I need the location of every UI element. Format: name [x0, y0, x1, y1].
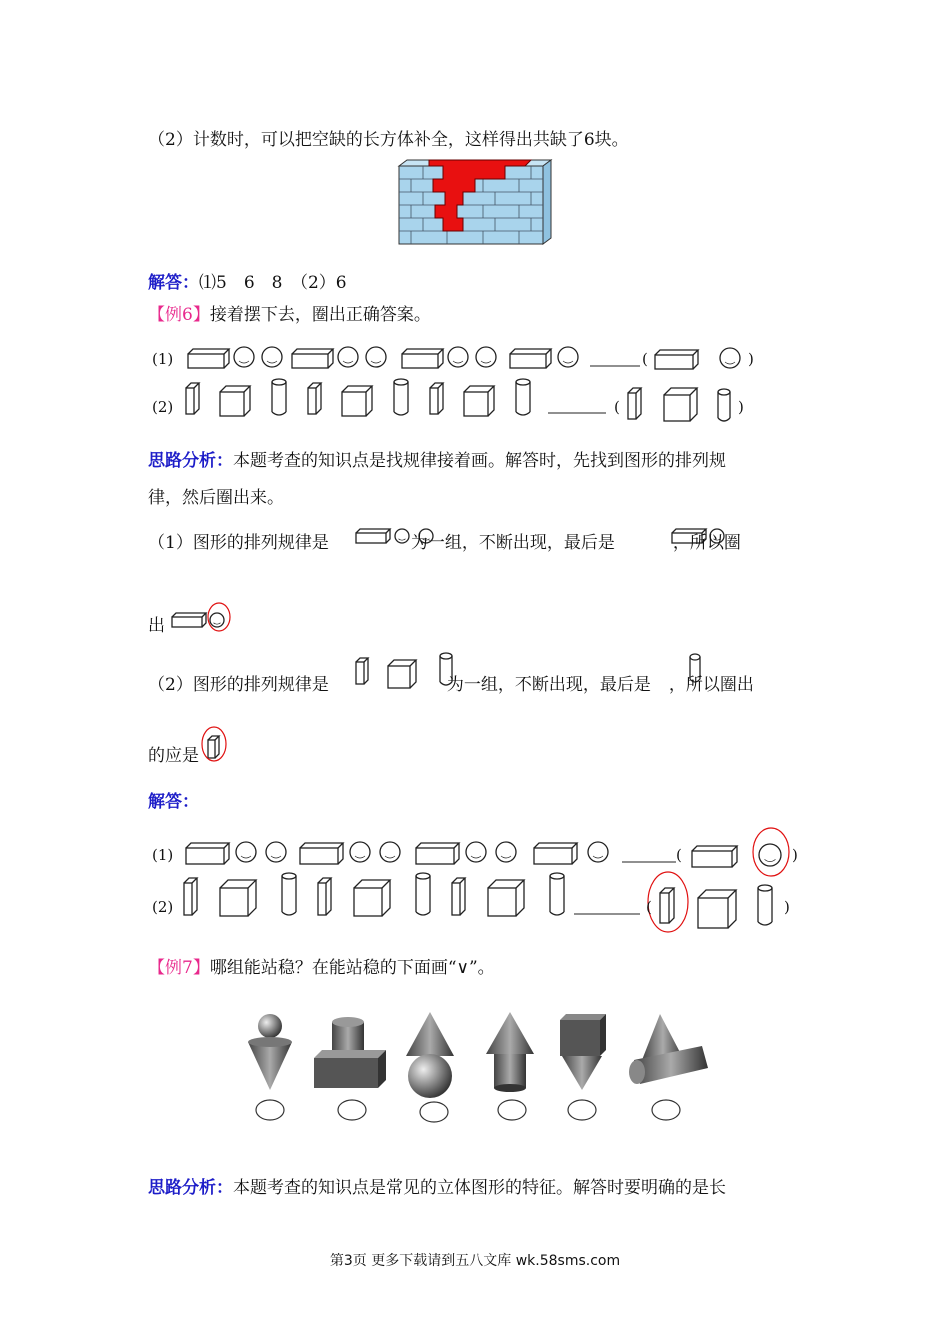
ball-shape [350, 842, 370, 862]
analysis6-text2: 律，然后圈出来。 [148, 488, 284, 508]
q-row1-paren-open: ( [642, 350, 648, 368]
answer-circle [753, 828, 789, 876]
answer-circle [202, 727, 226, 761]
cylinder-shape [550, 873, 564, 879]
cube-shape [220, 392, 244, 416]
ball-shape [759, 844, 781, 866]
ball-shape [466, 842, 486, 862]
analysis6-label: 思路分析： [148, 451, 233, 471]
cone-shape [248, 1042, 292, 1090]
cube-shape [342, 392, 366, 416]
cube-shape [698, 898, 728, 928]
p2-b: 为一组，不断出现，最后是 [446, 675, 651, 695]
ex7-line [148, 956, 495, 980]
analysis7-text: 本题考查的知识点是常见的立体图形的特征。解答时要明确的是长 [233, 1178, 726, 1198]
p2-c: ，所以圈出 [668, 675, 754, 695]
cylinder-shape [758, 885, 772, 891]
q-row2-paren-close: ) [738, 398, 744, 416]
ball-shape [338, 347, 358, 367]
analysis6-line1 [148, 449, 726, 473]
ex7-figure [240, 1010, 720, 1130]
a-row2-label: (2) [152, 898, 174, 916]
p2-d: 的应是 [148, 746, 199, 766]
cube-shape [220, 888, 248, 916]
a-row1-label: (1) [152, 846, 174, 864]
ex6-text: 接着摆下去，圈出正确答案。 [209, 305, 431, 325]
a-row1-paren-open: ( [676, 846, 682, 864]
cuboid-shape [172, 617, 202, 627]
page-footer: 第3页 更多下载请到五八文库 wk.58sms.com [329, 1253, 621, 1269]
cylinder-shape [272, 379, 286, 385]
p1-line [148, 531, 741, 555]
ball-shape [380, 842, 400, 862]
ball-shape [262, 347, 282, 367]
q-row2-label: (2) [152, 398, 174, 416]
ball-shape [266, 842, 286, 862]
a-row2-paren-open: ( [646, 898, 652, 916]
cylinder-shape [394, 379, 408, 385]
ball-shape [448, 347, 468, 367]
ball-shape [366, 347, 386, 367]
p1-a: （1）图形的排列规律是 [148, 533, 329, 553]
tall-box-shape [660, 893, 669, 923]
cylinder-shape [282, 873, 296, 879]
q-row1-label: (1) [152, 350, 174, 368]
ball-shape [496, 842, 516, 862]
cuboid-shape [510, 354, 546, 368]
tall-box-shape [318, 883, 326, 915]
cube-shape [664, 395, 690, 421]
cuboid-shape [655, 355, 693, 369]
para-q2: （2）计数时，可以把空缺的长方体补全，这样得出共缺了6块。 [148, 130, 629, 150]
tall-box-shape [308, 388, 316, 414]
sphere-shape [258, 1014, 282, 1038]
analysis6-text1: 本题考查的知识点是找规律接着画。解答时，先找到图形的排列规 [233, 451, 726, 471]
a-row1-paren-close: ) [792, 846, 798, 864]
cuboid-shape [402, 354, 438, 368]
ex6-label: 【例6】 [148, 305, 210, 325]
ball-shape [476, 347, 496, 367]
cube-shape [488, 888, 516, 916]
tall-box-shape [208, 740, 215, 758]
tall-box-shape [628, 393, 636, 419]
answer1-value: ⑴5 6 8 （2）6 [199, 273, 347, 293]
tall-box-shape [184, 883, 192, 915]
cylinder-shape [690, 654, 700, 660]
ball-shape [720, 348, 740, 368]
p2-a: （2）图形的排列规律是 [148, 675, 329, 695]
cube-shape [464, 392, 488, 416]
ex7-label: 【例7】 [148, 958, 210, 978]
p1-c: ，所以圈 [672, 533, 741, 553]
cuboid-shape [692, 851, 732, 867]
p1-b: 为一组，不断出现，最后是 [410, 533, 615, 553]
analysis7-label: 思路分析： [148, 1178, 233, 1198]
a-row2-paren-close: ) [784, 898, 790, 916]
ball-shape [588, 842, 608, 862]
cuboid-shape [300, 848, 338, 864]
cuboid-shape [188, 354, 224, 368]
cuboid-shape [292, 354, 328, 368]
cylinder-shape [440, 653, 452, 659]
analysis7-line [148, 1176, 726, 1200]
ex7-text: 哪组能站稳？在能站稳的下面画“∨”。 [209, 958, 495, 978]
tall-box-shape [452, 883, 460, 915]
p2-line [148, 673, 754, 697]
q-row2-paren-open: ( [614, 398, 620, 416]
cylinder-shape [416, 873, 430, 879]
cube-shape [354, 888, 382, 916]
ball-shape [234, 347, 254, 367]
ball-shape [558, 347, 578, 367]
cuboid-shape [186, 848, 224, 864]
ball-shape [210, 613, 224, 627]
tall-box-shape [186, 388, 194, 414]
ball-shape [236, 842, 256, 862]
cuboid-shape [416, 848, 454, 864]
cylinder-shape [718, 389, 730, 395]
tall-box-shape [430, 388, 438, 414]
cylinder-shape [516, 379, 530, 385]
p1-d: 出 [148, 616, 165, 636]
answer2-label: 解答： [148, 792, 199, 812]
cuboid-shape [534, 848, 572, 864]
answer1-label: 解答： [148, 273, 199, 293]
q-row1-paren-close: ) [748, 350, 754, 368]
